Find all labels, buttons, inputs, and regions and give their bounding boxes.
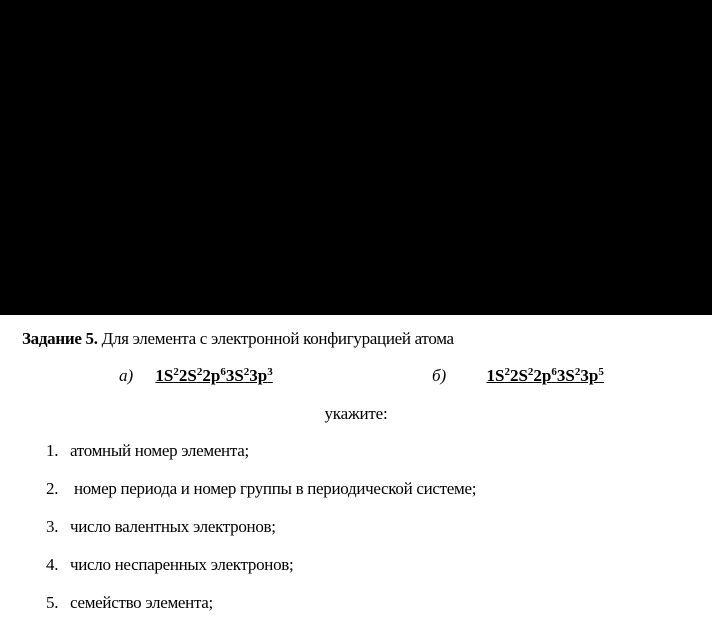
- orbital-term: $1S^2$: [486, 366, 510, 385]
- item-text: номер периода и номер группы в периодической системе;: [70, 479, 477, 498]
- orbital-term: $2S^2$: [178, 366, 203, 385]
- item-number: 2.: [46, 479, 59, 498]
- orbital-term: $2p^6$: [202, 366, 226, 385]
- orbital-term: $3p^3$: [249, 366, 273, 385]
- item-text: число неспаренных электронов;: [70, 555, 294, 574]
- question-list: [46, 441, 476, 631]
- item-number: 1.: [46, 441, 59, 460]
- config-variant-a: [119, 366, 273, 386]
- item-text: атомный номер элемента;: [70, 441, 249, 460]
- item-text: число валентных электронов;: [70, 517, 276, 536]
- item-text: семейство элемента;: [70, 593, 213, 612]
- electron-configuration: [155, 366, 272, 385]
- orbital-term: $2S^2$: [509, 366, 534, 385]
- electron-configuration: [486, 366, 603, 385]
- redacted-image-area: [0, 0, 712, 315]
- task-heading: [22, 329, 454, 349]
- item-number: 5.: [46, 593, 59, 612]
- variant-label: б): [432, 366, 447, 385]
- list-item: [46, 479, 476, 517]
- item-number: 3.: [46, 517, 59, 536]
- orbital-term: $1S^2$: [155, 366, 179, 385]
- orbital-term: $3S^2$: [225, 366, 250, 385]
- task-text: Для элемента с электронной конфигурацией атома: [101, 329, 454, 348]
- item-number: 4.: [46, 555, 59, 574]
- orbital-term: $2p^6$: [533, 366, 557, 385]
- list-item: [46, 593, 476, 631]
- variant-label: а): [119, 366, 134, 385]
- list-item: [46, 555, 476, 593]
- list-item: [46, 441, 476, 479]
- orbital-term: $3p^5$: [580, 366, 604, 385]
- list-item: [46, 517, 476, 555]
- orbital-term: $3S^2$: [556, 366, 581, 385]
- instruction-text: укажите:: [324, 404, 388, 423]
- config-variant-b: [432, 366, 604, 386]
- task-label: Задание 5.: [22, 329, 98, 348]
